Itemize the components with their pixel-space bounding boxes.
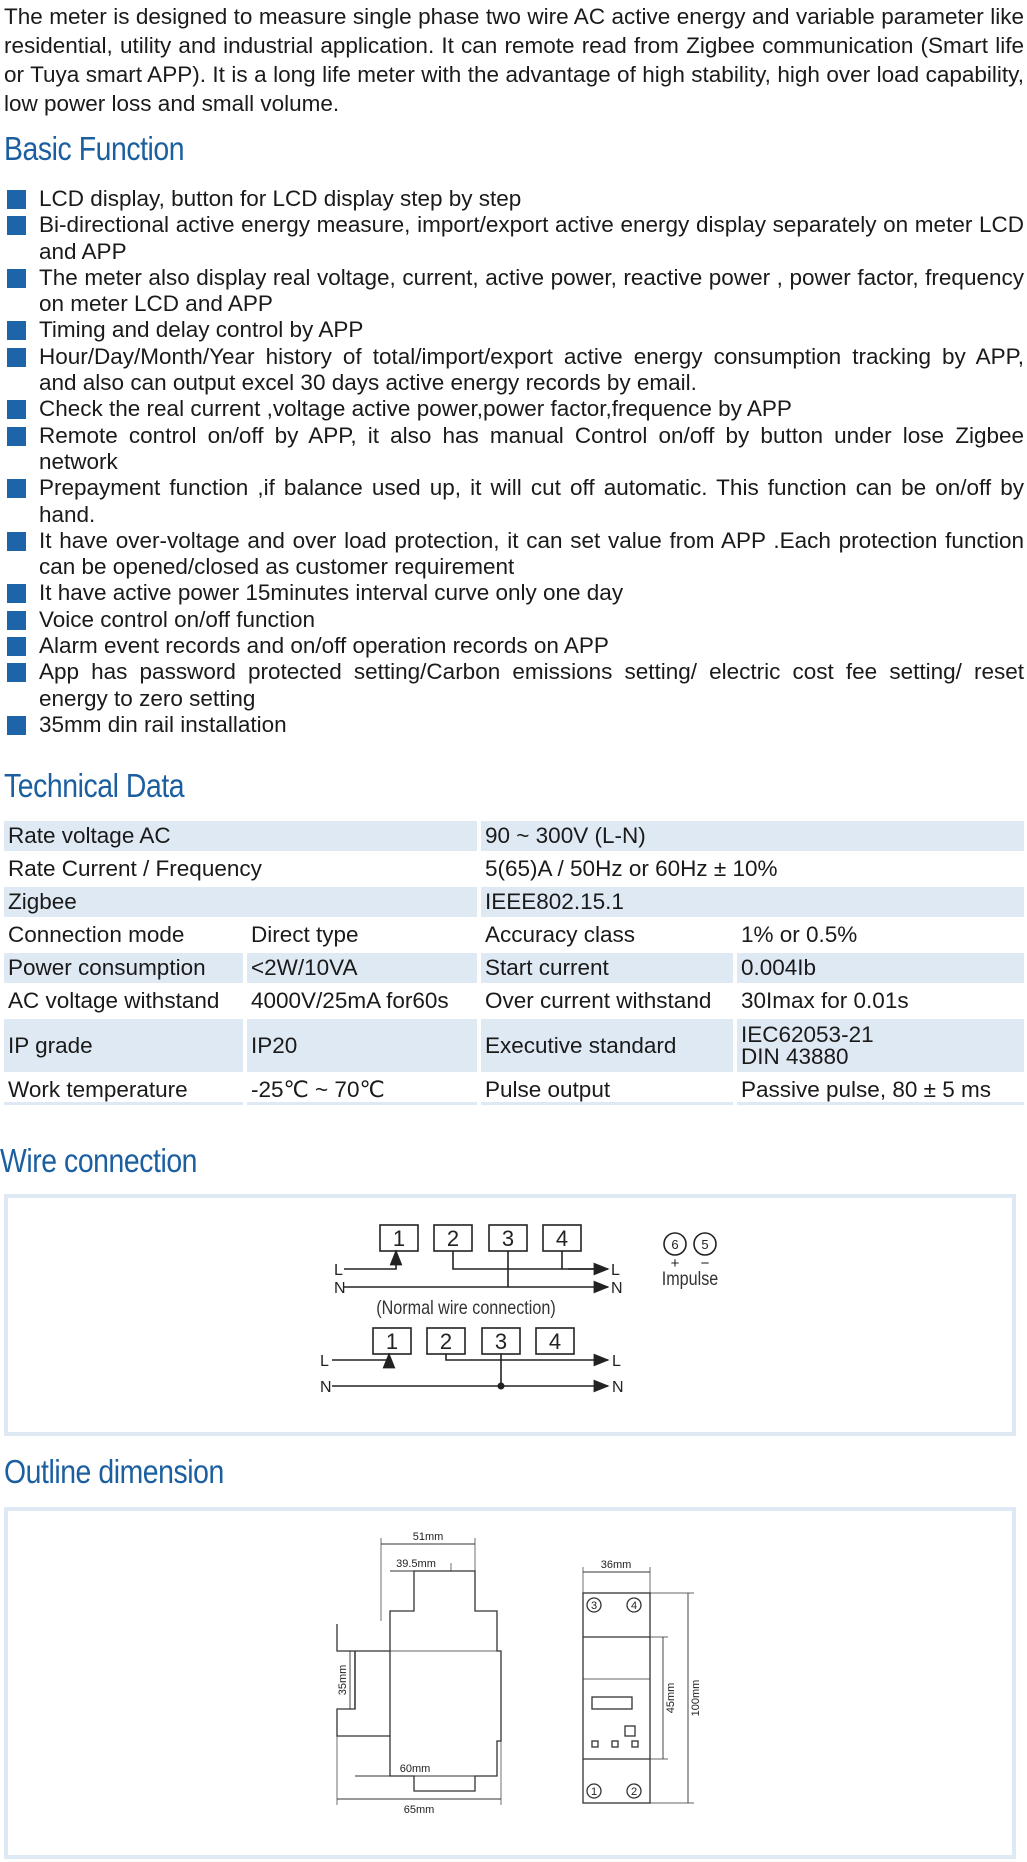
terminal-number: 4 [630, 1600, 638, 1612]
table-cell-value: IP20 [247, 1019, 481, 1072]
table-cell-label: Rate Current / Frequency [4, 854, 481, 884]
table-cell-value: IEEE802.15.1 [481, 887, 1024, 917]
pulse-terminal-label: 5 [701, 1237, 709, 1252]
square-bullet-icon [7, 190, 26, 209]
dimension-label: 35mm [337, 1664, 349, 1696]
neutral-label: N [320, 1379, 332, 1396]
table-cell-value: Direct type [247, 920, 481, 950]
list-item: The meter also display real voltage, current, active power, reactive power , power factor, frequency on meter LCD and APP [4, 265, 1024, 318]
terminal-label: 4 [555, 1226, 569, 1251]
line-wire [332, 1354, 389, 1360]
table-cell-label: IP grade [4, 1019, 247, 1072]
table-row [4, 1019, 1024, 1072]
terminal-label: 4 [548, 1329, 562, 1354]
table-cell-label: Accuracy class [481, 920, 737, 950]
standard-line-1: IEC62053-21 [741, 1021, 874, 1047]
table-cell-value: -25℃ ~ 70℃ [247, 1075, 481, 1105]
outline-drawing [8, 1511, 1012, 1855]
list-item: Alarm event records and on/off operation records on APP [4, 633, 1024, 659]
list-item: Hour/Day/Month/Year history of total/import/export active energy consumption tracking by APP, and also can output excel 30 days active energy records by email. [4, 344, 1024, 397]
list-item: It have active power 15minutes interval curve only one day [4, 580, 1024, 606]
list-item: Bi-directional active energy measure, import/export active energy display separately on meter LCD and APP [4, 212, 1024, 265]
square-bullet-icon [7, 216, 26, 235]
table-cell-value: 90 ~ 300V (L-N) [481, 821, 1024, 851]
square-bullet-icon [7, 716, 26, 735]
terminal-number: 3 [590, 1600, 598, 1612]
line-wire [453, 1251, 597, 1269]
square-bullet-icon [7, 321, 26, 340]
dimension-label: 60mm [399, 1763, 431, 1775]
technical-data-table [4, 818, 1024, 1108]
square-bullet-icon [7, 584, 26, 603]
table-cell-value: <2W/10VA [247, 953, 481, 983]
pulse-terminal-label: 6 [671, 1237, 679, 1252]
table-cell-label: Start current [481, 953, 737, 983]
table-cell-label: Over current withstand [481, 986, 737, 1016]
table-row [4, 986, 1024, 1016]
line-label: L [612, 1353, 621, 1370]
outline-dimension-title: Outline dimension [4, 1453, 224, 1490]
neutral-label: N [612, 1379, 624, 1396]
technical-data-title: Technical Data [4, 767, 185, 804]
table-cell-value: 5(65)A / 50Hz or 60Hz ± 10% [485, 856, 778, 881]
terminal-number: 2 [630, 1786, 638, 1798]
terminal-square [612, 1741, 618, 1747]
square-bullet-icon [7, 611, 26, 630]
terminal-label: 2 [439, 1329, 453, 1354]
terminal-label: 1 [392, 1226, 406, 1251]
table-cell-value: 30Imax for 0.01s [741, 988, 909, 1013]
table-row [4, 920, 1024, 950]
line-wire [344, 1251, 396, 1269]
list-item: Remote control on/off by APP, it also has manual Control on/off by button under lose Zigbee network [4, 423, 1024, 476]
square-bullet-icon [7, 479, 26, 498]
feature-list [4, 186, 1024, 738]
wire-connection-panel [4, 1194, 1016, 1436]
dimension-label: 100mm [690, 1679, 702, 1717]
diagram-caption: (Normal wire connection) [376, 1296, 556, 1319]
terminal-label: 3 [494, 1329, 508, 1354]
pulse-label: Impulse [661, 1267, 719, 1290]
list-item: App has password protected setting/Carbon emissions setting/ electric cost fee setting/ reset energy to zero setting [4, 659, 1024, 712]
dimension-label: 36mm [600, 1559, 632, 1571]
pulse-plus: + [670, 1255, 680, 1272]
line-label: L [334, 1262, 343, 1279]
square-bullet-icon [7, 532, 26, 551]
table-row [4, 1075, 1024, 1105]
table-row [4, 821, 1024, 851]
neutral-label: N [334, 1280, 346, 1297]
table-row [4, 854, 1024, 884]
list-item: 35mm din rail installation [4, 712, 1024, 738]
square-bullet-icon [7, 637, 26, 656]
table-cell-value: Passive pulse, 80 ± 5 ms [737, 1075, 1024, 1105]
line-label: L [611, 1262, 620, 1279]
dimension-label: 45mm [665, 1682, 677, 1714]
front-view-outline [583, 1593, 650, 1803]
table-cell-label: Pulse output [481, 1075, 737, 1105]
terminal-label: 2 [446, 1226, 460, 1251]
terminal-square [632, 1741, 638, 1747]
table-row [4, 887, 1024, 917]
lcd-window [592, 1697, 632, 1709]
table-cell-value: 1% or 0.5% [741, 922, 858, 947]
square-bullet-icon [7, 400, 26, 419]
list-item: Check the real current ,voltage active power,power factor,frequence by APP [4, 396, 1024, 422]
dimension-label: 65mm [403, 1804, 435, 1816]
table-row [4, 953, 1024, 983]
terminal-label: 1 [385, 1329, 399, 1354]
square-bullet-icon [7, 348, 26, 367]
list-item: Timing and delay control by APP [4, 317, 1024, 343]
table-cell-label: AC voltage withstand [4, 986, 247, 1016]
standard-line-2: DIN 43880 [741, 1043, 849, 1069]
table-cell-label: Work temperature [4, 1075, 247, 1105]
line-wire [446, 1354, 608, 1360]
line-label: L [320, 1353, 329, 1370]
square-bullet-icon [7, 269, 26, 288]
intro-paragraph: The meter is designed to measure single phase two wire AC active energy and variable parameter like residential, utility and industrial application. It can remote read from Zigbee communication (Smart life or Tuya smart APP). It is a long life meter with the advantage of high stability, high over load capability, low power loss and small volume. [4, 4, 1024, 116]
outline-dimension-panel [4, 1507, 1016, 1859]
pulse-minus: − [700, 1255, 710, 1272]
neutral-label: N [611, 1280, 623, 1297]
table-cell-value: 4000V/25mA for60s [247, 986, 481, 1016]
square-bullet-icon [7, 663, 26, 682]
table-cell-label: Connection mode [4, 920, 247, 950]
wire-connection-title: Wire connection [0, 1142, 198, 1179]
square-bullet-icon [7, 427, 26, 446]
button-square [625, 1726, 635, 1736]
table-cell-value: 0.004Ib [737, 953, 1024, 983]
basic-function-title: Basic Function [4, 130, 185, 167]
table-cell-label: Zigbee [4, 887, 481, 917]
terminal-number: 1 [590, 1786, 598, 1798]
table-cell-value [737, 1019, 1024, 1072]
terminal-label: 3 [501, 1226, 515, 1251]
wire-diagram [8, 1198, 1012, 1432]
list-item: LCD display, button for LCD display step by step [4, 186, 1024, 212]
list-item: Prepayment function ,if balance used up, it will cut off automatic. This function can be on/off by hand. [4, 475, 1024, 528]
table-cell-label: Power consumption [4, 953, 247, 983]
dimension-label: 51mm [412, 1531, 444, 1543]
table-cell-label: Rate voltage AC [4, 821, 481, 851]
dimension-label: 39.5mm [396, 1558, 436, 1570]
list-item: It have over-voltage and over load protection, it can set value from APP .Each protection function can be opened/closed as customer requirement [4, 528, 1024, 581]
side-view-outline [337, 1571, 501, 1791]
table-cell-label: Executive standard [481, 1019, 737, 1072]
terminal-square [592, 1741, 598, 1747]
list-item: Voice control on/off function [4, 607, 1024, 633]
junction-dot [498, 1383, 505, 1390]
